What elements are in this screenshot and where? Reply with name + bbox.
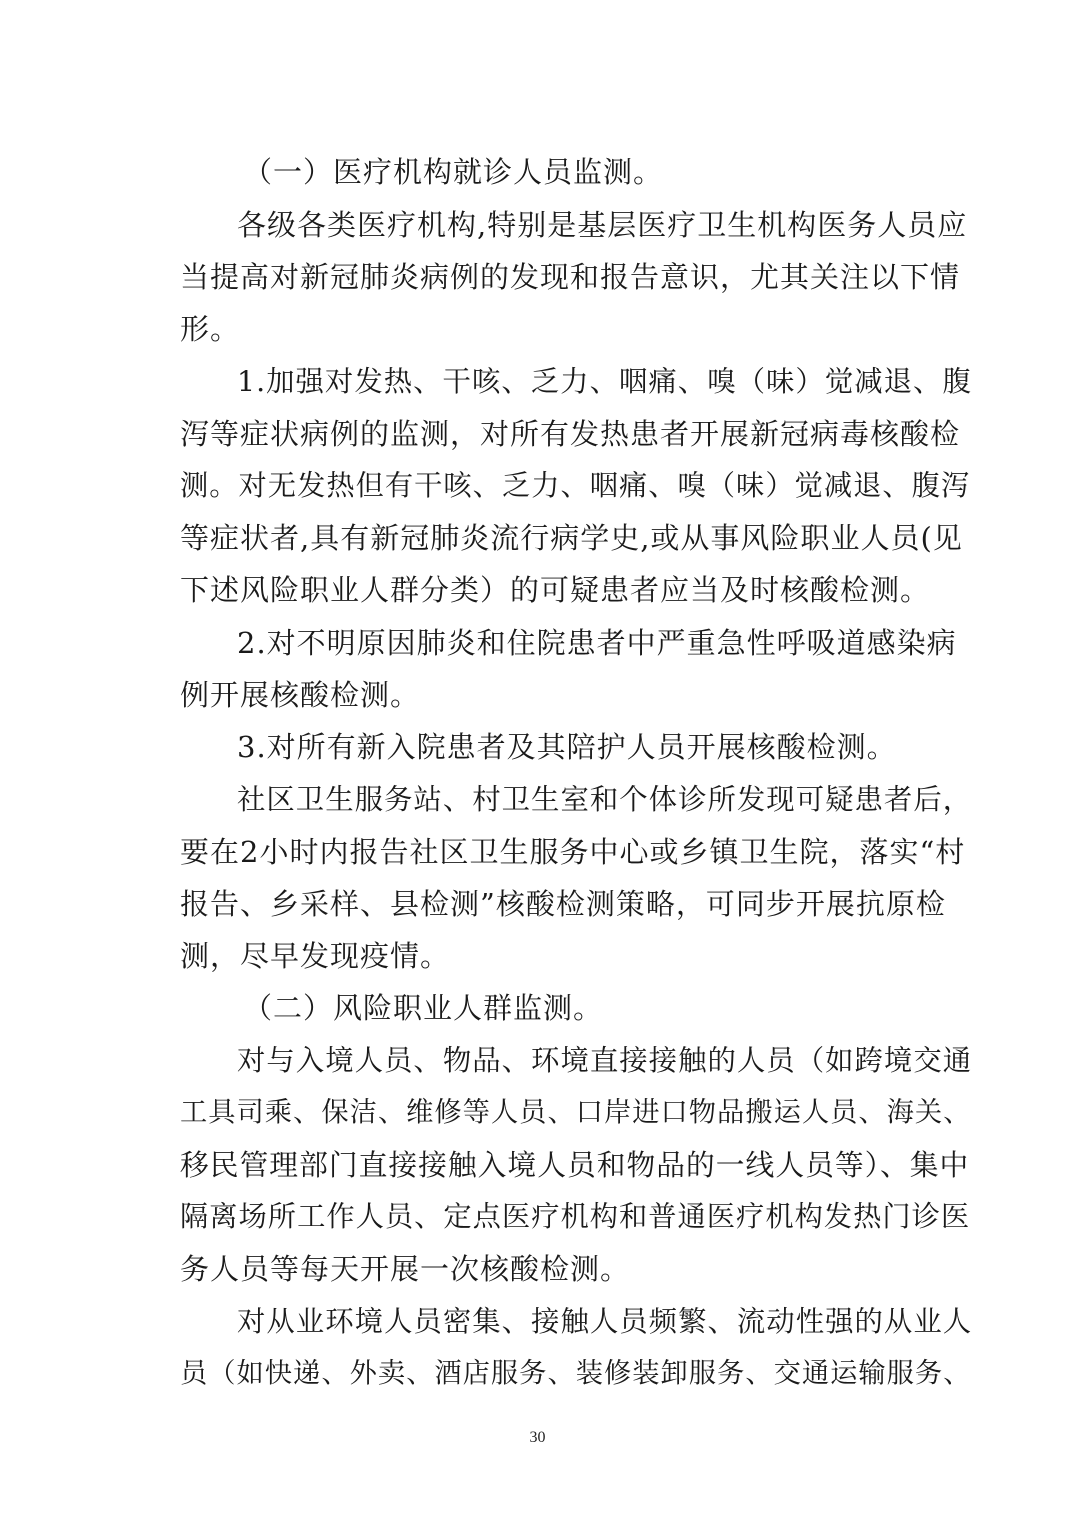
paragraph-line: 移民管理部门直接接触入境人员和物品的一线人员等）、集中 [180,1148,970,1182]
paragraph-line: 社区卫生服务站、村卫生室和个体诊所发现可疑患者后， [237,783,973,816]
list-item-3-line: 3.对所有新入院患者及其陪护人员开展核酸检测。 [237,730,897,764]
list-item-1-line: 等症状者,具有新冠肺炎流行病学史,或从事风险职业人员(见 [180,521,963,555]
list-item-1-line: 泻等症状病例的监测，对所有发热患者开展新冠病毒核酸检 [180,417,961,451]
paragraph-line: 形。 [180,312,241,346]
paragraph-line: 要在2小时内报告社区卫生服务中心或乡镇卫生院，落实“村 [180,835,966,869]
paragraph-line: 务人员等每天开展一次核酸检测。 [180,1252,631,1286]
list-item-2-line: 2.对不明原因肺炎和住院患者中严重急性呼吸道感染病 [237,626,957,660]
paragraph-line: 报告、乡采样、县检测”核酸检测策略，可同步开展抗原检 [180,887,946,921]
page-number: 30 [529,1429,546,1446]
list-item-2-line: 例开展核酸检测。 [180,678,421,712]
paragraph-line: 员（如快递、外卖、酒店服务、装修装卸服务、交通运输服务、 [180,1358,972,1389]
paragraph-line: 各级各类医疗机构,特别是基层医疗卫生机构医务人员应 [237,208,968,242]
paragraph-line: 工具司乘、保洁、维修等人员、口岸进口物品搬运人员、海关、 [180,1097,972,1128]
paragraph-line: 测，尽早发现疫情。 [180,939,451,973]
paragraph-line: 对从业环境人员密集、接触人员频繁、流动性强的从业人 [237,1305,973,1338]
list-item-1-line: 下述风险职业人群分类）的可疑患者应当及时核酸检测。 [180,573,931,607]
section-heading-2: （二）风险职业人群监测。 [243,991,604,1025]
paragraph-line: 对与入境人员、物品、环境直接接触的人员（如跨境交通 [237,1044,973,1077]
paragraph-line: 当提高对新冠肺炎病例的发现和报告意识，尤其关注以下情 [180,260,961,294]
list-item-1-line: 测。对无发热但有干咳、乏力、咽痛、嗅（味）觉减退、腹泻 [180,469,971,502]
section-heading-1: （一）医疗机构就诊人员监测。 [243,155,664,189]
paragraph-line: 隔离场所工作人员、定点医疗机构和普通医疗机构发热门诊医 [180,1200,971,1233]
list-item-1-line: 1.加强对发热、干咳、乏力、咽痛、嗅（味）觉减退、腹 [237,365,972,398]
